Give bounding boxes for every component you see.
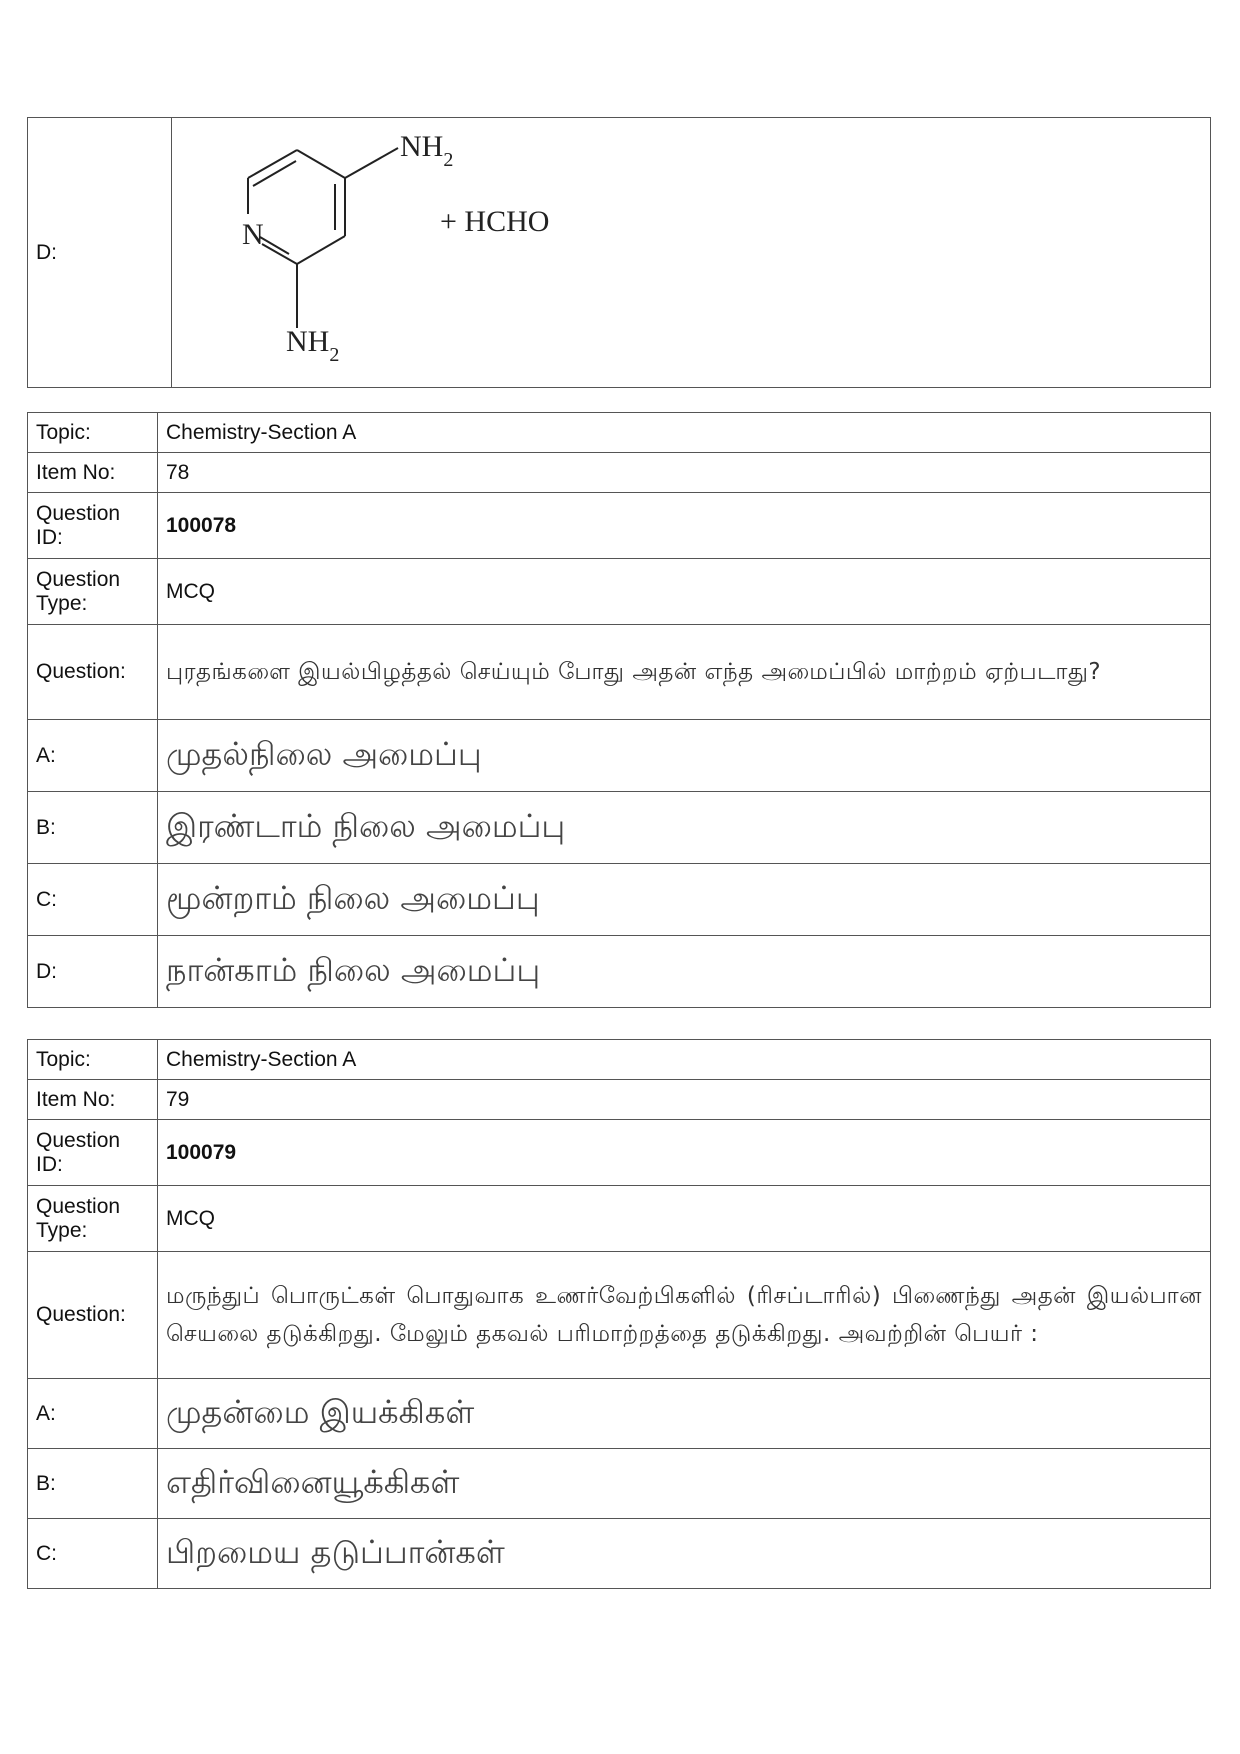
question-table-79: [27, 1039, 1211, 1589]
option-c-label: C:: [28, 864, 158, 936]
question-id-value: 100079: [158, 1120, 1211, 1186]
previous-option-table: [27, 117, 1211, 388]
topic-label: Topic:: [28, 413, 158, 453]
option-d-label: D:: [28, 936, 158, 1008]
diaminopyridine-structure: [172, 118, 692, 382]
option-a-text: முதன்மை இயக்கிகள்: [158, 1379, 1211, 1449]
topic-label: Topic:: [28, 1040, 158, 1080]
question-type-label: Question Type:: [28, 1186, 158, 1252]
option-a-label: A:: [28, 720, 158, 792]
question-type-value: MCQ: [158, 1186, 1211, 1252]
item-no-label: Item No:: [28, 1080, 158, 1120]
option-c-label: C:: [28, 1519, 158, 1589]
option-d-text: நான்காம் நிலை அமைப்பு: [158, 936, 1211, 1008]
question-label: Question:: [28, 625, 158, 720]
option-structure-cell: [172, 118, 1211, 388]
question-label: Question:: [28, 1252, 158, 1379]
question-text: மருந்துப் பொருட்கள் பொதுவாக உணர்வேற்பிகளில் (ரிசப்டாரில்) பிணைந்து அதன் இயல்பான செயலை தடுக்கிறது. மேலும் தகவல் பரிமாற்றத்தை தடுக்கிறது. அவற்றின் பெயர் :: [158, 1252, 1211, 1379]
question-table-78: [27, 412, 1211, 1008]
item-no-value: 78: [158, 453, 1211, 493]
question-id-label: Question ID:: [28, 1120, 158, 1186]
option-b-text: இரண்டாம் நிலை அமைப்பு: [158, 792, 1211, 864]
option-c-text: மூன்றாம் நிலை அமைப்பு: [158, 864, 1211, 936]
option-b-label: B:: [28, 792, 158, 864]
option-c-text: பிறமைய தடுப்பான்கள்: [158, 1519, 1211, 1589]
topic-value: Chemistry-Section A: [158, 1040, 1211, 1080]
question-type-label: Question Type:: [28, 559, 158, 625]
atom-n: N: [242, 218, 264, 251]
question-id-value: 100078: [158, 493, 1211, 559]
pyridine-ring-bonds: [248, 148, 398, 328]
topic-value: Chemistry-Section A: [158, 413, 1211, 453]
question-id-label: Question ID:: [28, 493, 158, 559]
option-a-label: A:: [28, 1379, 158, 1449]
option-b-text: எதிர்வினையூக்கிகள்: [158, 1449, 1211, 1519]
item-no-label: Item No:: [28, 453, 158, 493]
amine-top-label: $NH_2$: [400, 130, 454, 171]
option-a-text: முதல்நிலை அமைப்பு: [158, 720, 1211, 792]
reagent-label: + HCHO: [440, 205, 550, 238]
option-label: D:: [28, 118, 172, 388]
option-b-label: B:: [28, 1449, 158, 1519]
amine-bottom-label: $NH_2$: [286, 325, 340, 366]
question-type-value: MCQ: [158, 559, 1211, 625]
question-text: புரதங்களை இயல்பிழத்தல் செய்யும் போது அதன் எந்த அமைப்பில் மாற்றம் ஏற்படாது?: [158, 625, 1211, 720]
item-no-value: 79: [158, 1080, 1211, 1120]
